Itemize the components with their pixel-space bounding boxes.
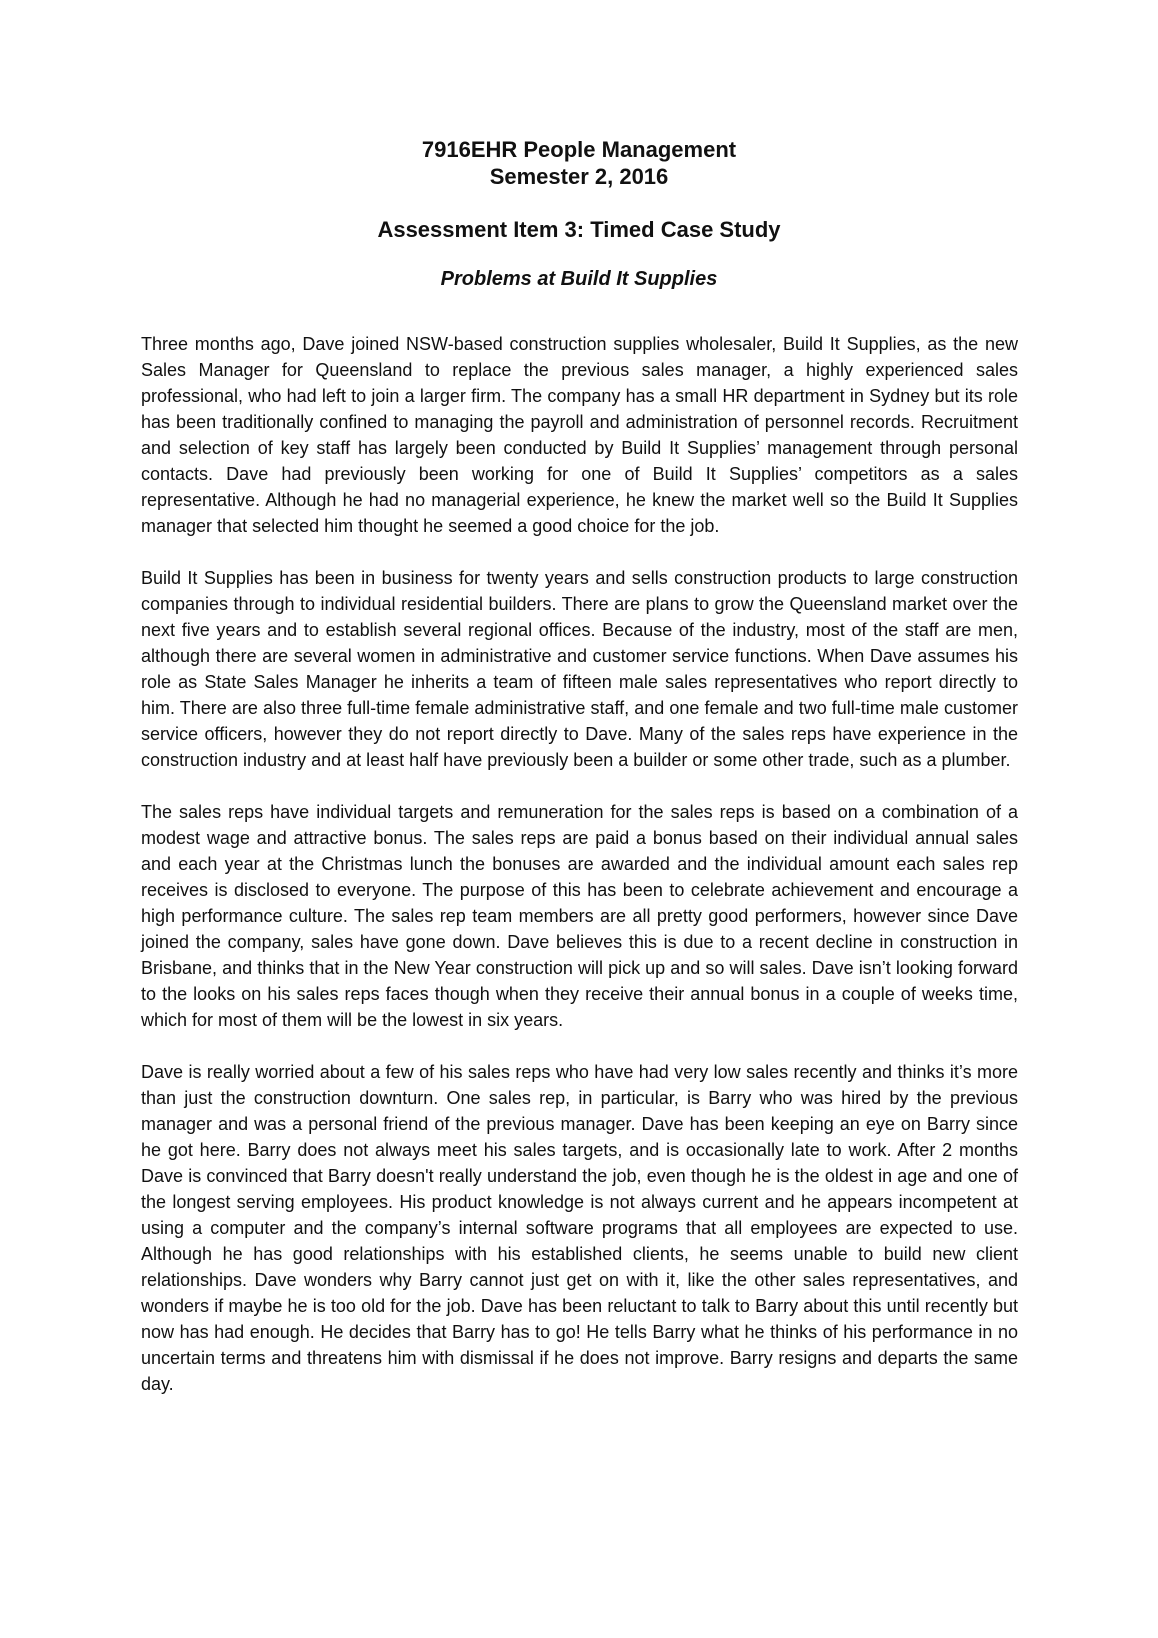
assessment-title: Assessment Item 3: Timed Case Study xyxy=(377,217,781,242)
case-study-title: Problems at Build It Supplies xyxy=(440,268,718,290)
semester-title: Semester 2, 2016 xyxy=(489,164,669,189)
case-study-body xyxy=(141,331,1018,1423)
paragraph-2: Build It Supplies has been in business for twenty years and sells construction products to large construction companies through to individual residential builders. There are plans to grow the Queensland market over the next five years and to establish several regional offices. Because of the industry, most of the staff are men, although there are several women in administrative and customer service functions. When Dave assumes his role as State Sales Manager he inherits a team of fifteen male sales representatives who report directly to him. There are also three full-time female administrative staff, and one female and two full-time male customer service officers, however they do not report directly to Dave. Many of the sales reps have experience in the construction industry and at least half have previously been a builder or some other trade, such as a plumber. xyxy=(141,568,1018,770)
paragraph-3: The sales reps have individual targets and remuneration for the sales reps is based on a combination of a modest wage and attractive bonus. The sales reps are paid a bonus based on their individual annual sales and each year at the Christmas lunch the bonuses are awarded and the individual amount each sales rep receives is disclosed to everyone. The purpose of this has been to celebrate achievement and encourage a high performance culture. The sales rep team members are all pretty good performers, however since Dave joined the company, sales have gone down. Dave believes this is due to a recent decline in construction in Brisbane, and thinks that in the New Year construction will pick up and so will sales. Dave isn’t looking forward to the looks on his sales reps faces though when they receive their annual bonus in a couple of weeks time, which for most of them will be the lowest in six years. xyxy=(141,802,1018,1030)
paragraph-1: Three months ago, Dave joined NSW-based construction supplies wholesaler, Build It Supplies, as the new Sales Manager for Queensland to replace the previous sales manager, a highly experienced sales professional, who had left to join a larger firm. The company has a small HR department in Sydney but its role has been traditionally confined to managing the payroll and administration of personnel records. Recruitment and selection of key staff has largely been conducted by Build It Supplies’ management through personal contacts. Dave had previously been working for one of Build It Supplies’ competitors as a sales representative. Although he had no managerial experience, he knew the market well so the Build It Supplies manager that selected him thought he seemed a good choice for the job. xyxy=(141,334,1018,536)
course-title: 7916EHR People Management xyxy=(421,137,737,162)
paragraph-4: Dave is really worried about a few of his sales reps who have had very low sales recently and thinks it’s more than just the construction downturn. One sales rep, in particular, is Barry who was hired by the previous manager and was a personal friend of the previous manager. Dave has been keeping an eye on Barry since he got here. Barry does not always meet his sales targets, and is occasionally late to work. After 2 months Dave is convinced that Barry doesn't really understand the job, even though he is the oldest in age and one of the longest serving employees. His product knowledge is not always current and he appears incompetent at using a computer and the company’s internal software programs that all employees are expected to use. Although he has good relationships with his established clients, he seems unable to build new client relationships. Dave wonders why Barry cannot just get on with it, like the other sales representatives, and wonders if maybe he is too old for the job. Dave has been reluctant to talk to Barry about this until recently but now has had enough. He decides that Barry has to go! He tells Barry what he thinks of his performance in no uncertain terms and threatens him with dismissal if he does not improve. Barry resigns and departs the same day. xyxy=(141,1062,1018,1394)
title-block xyxy=(0,136,1158,292)
